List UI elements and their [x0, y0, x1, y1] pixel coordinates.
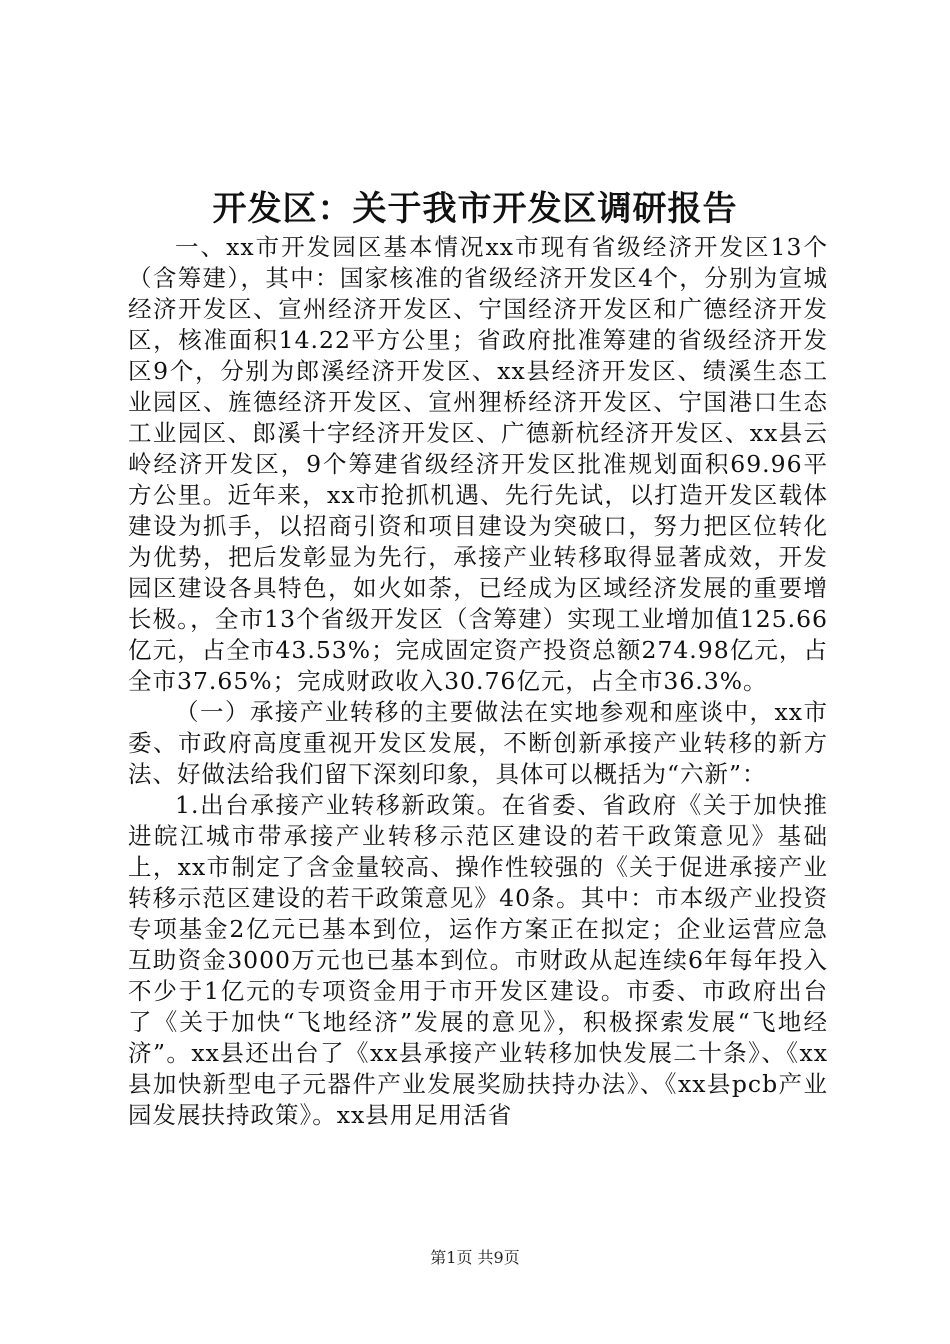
- document-title: 开发区：关于我市开发区调研报告: [212, 189, 738, 229]
- paragraph-new-policies: 1.出台承接产业转移新政策。在省委、省政府《关于加快推进皖江城市带承接产业转移示范区建设的若干政策意见》基础上，xx市制定了含金量较高、操作性较强的《关于促进承接产业转移示范区建设的若干政策意见》40条。其中：市本级产业投资专项基金2亿元已基本到位，运作方案正在拟定；企业运营应急互助资金3000万元也已基本到位。市财政从起连续6年每年投入不少于1亿元的专项资金用于市开发区建设。市委、市政府出台了《关于加快“飞地经济”发展的意见》，积极探索发展“飞地经济”。xx县还出台了《xx县承接产业转移加快发展二十条》、《xx县加快新型电子元器件产业发展奖励扶持办法》、《xx县pcb产业园发展扶持政策》。xx县用足用活省: [128, 791, 828, 1129]
- paragraph-overview: 一、xx市开发园区基本情况xx市现有省级经济开发区13个（含筹建），其中：国家核准的省级经济开发区4个，分别为宣城经济开发区、宣州经济开发区、宁国经济开发区和广德经济开发区，核准面积14.22平方公里；省政府批准筹建的省级经济开发区9个，分别为郎溪经济开发区、xx县经济开发区、绩溪生态工业园区、旌德经济开发区、宣州狸桥经济开发区、宁国港口生态工业园区、郎溪十字经济开发区、广德新杭经济开发区、xx县云岭经济开发区，9个筹建省级经济开发区批准规划面积69.96平方公里。近年来，xx市抢抓机遇、先行先试，以打造开发区载体建设为抓手，以招商引资和项目建设为突破口，努力把区位转化为优势，把后发彰显为先行，承接产业转移取得显著成效，开发园区建设各具特色，如火如荼，已经成为区域经济发展的重要增长极。，全市13个省级开发区（含筹建）实现工业增加值125.66亿元，占全市43.53%；完成固定资产投资总额274.98亿元，占全市37.65%；完成财政收入30.76亿元，占全市36.3%。: [128, 233, 828, 695]
- page-number-footer: 第1页 共9页: [430, 1248, 520, 1267]
- document-body: [128, 232, 828, 1131]
- paragraph-practices-intro: （一）承接产业转移的主要做法在实地参观和座谈中，xx市委、市政府高度重视开发区发展，不断创新承接产业转移的新方法、好做法给我们留下深刻印象，具体可以概括为“六新”：: [128, 698, 828, 788]
